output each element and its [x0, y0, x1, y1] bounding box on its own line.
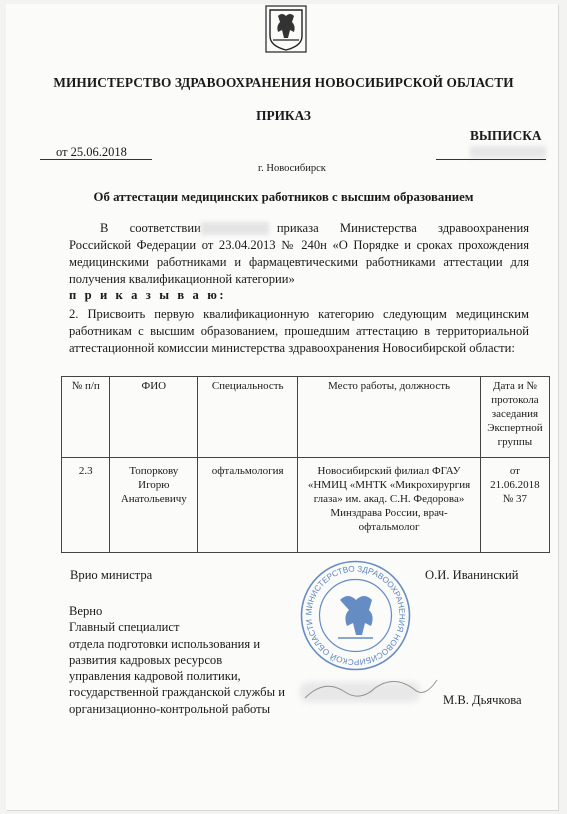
- verification-line: Главный специалист: [69, 620, 180, 635]
- cell-number: 2.3: [62, 458, 110, 553]
- table-header-row: [62, 377, 550, 458]
- verification-line: организационно-контрольной работы: [69, 701, 271, 716]
- header-specialty: Специальность: [198, 377, 298, 458]
- signatory-name: О.И. Иванинский: [425, 568, 519, 582]
- verification-line: управления кадровой политики,: [69, 669, 241, 684]
- coat-of-arms-emblem-icon: [263, 4, 309, 54]
- cell-protocol: от 21.06.2018 № 37: [480, 458, 549, 553]
- paragraph-1-rest: приказа Министерства здравоохранения Российской Федерации от 23.04.2013 № 240н «О Порядке и сроках прохождения медицинскими работниками и фармацевтическими работниками аттестации для получения квалификационной категории»: [69, 221, 529, 286]
- verification-line: развития кадровых ресурсов: [69, 652, 223, 667]
- paragraph-1-start: В соответствии: [100, 221, 201, 235]
- order-date: от 25.06.2018: [56, 145, 127, 159]
- order-number-redacted: [470, 146, 546, 158]
- extract-mark: ВЫПИСКА: [470, 128, 542, 143]
- header-number: № п/п: [62, 377, 110, 458]
- redacted-text: [201, 222, 269, 235]
- paragraph-1: [69, 220, 529, 288]
- attestation-table: [61, 376, 550, 553]
- verification-line: государственной гражданской службы и: [69, 685, 285, 700]
- header-workplace: Место работы, должность: [298, 377, 481, 458]
- orders-word: п р и к а з ы в а ю:: [69, 288, 227, 302]
- handwritten-signature: [300, 676, 440, 706]
- table-row: [62, 458, 550, 553]
- stamp-text: МИНИСТЕРСТВО ЗДРАВООХРАНЕНИЯ НОВОСИБИРСКОЙ ОБЛАСТИ: [304, 564, 407, 667]
- order-subject: Об аттестации медицинских работников с высшим образованием: [93, 190, 474, 204]
- paragraph-2: 2. Присвоить первую квалификационную категорию следующим медицинским работникам с высшим образованием, прошедшим аттестацию в территориальной аттестационной комиссии министерства здравоохранения Новосибирской области:: [69, 307, 529, 355]
- verification-block: [69, 603, 285, 717]
- cell-workplace: Новосибирский филиал ФГАУ «НМИЦ «МНТК «Микрохирургия глаза» им. акад. С.Н. Федорова» Минздрава России, врач-офтальмолог: [298, 458, 481, 553]
- verification-line: отдела подготовки использования и: [69, 636, 261, 651]
- signatory-title: Врио министра: [70, 568, 153, 582]
- verification-line: Верно: [69, 604, 103, 618]
- cell-specialty: офтальмология: [198, 458, 298, 553]
- cell-fullname: Топоркову Игорю Анатольевичу: [110, 458, 198, 553]
- date-underline: [40, 159, 152, 160]
- official-stamp-icon: [298, 558, 413, 673]
- verifier-name: М.В. Дьячкова: [443, 693, 522, 707]
- header-protocol: Дата и № протокола заседания Экспертной группы: [480, 377, 549, 458]
- number-underline: [436, 159, 546, 160]
- city: г. Новосибирск: [258, 163, 326, 174]
- document-type: ПРИКАЗ: [256, 108, 311, 123]
- header-fullname: ФИО: [110, 377, 198, 458]
- ministry-name: МИНИСТЕРСТВО ЗДРАВООХРАНЕНИЯ НОВОСИБИРСКОЙ ОБЛАСТИ: [53, 75, 514, 90]
